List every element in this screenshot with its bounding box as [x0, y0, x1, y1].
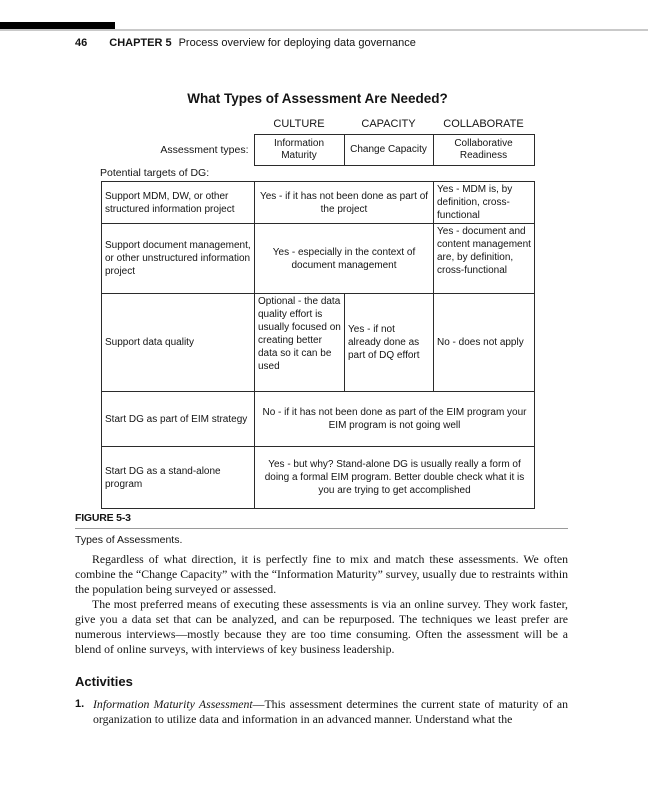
column-group-spacer	[101, 118, 254, 130]
column-group-collaborate: COLLABORATE	[443, 118, 524, 130]
activity-list	[75, 697, 568, 727]
answer-cell-culture: Optional - the data quality effort is usually focused on creating better data so it can be used	[255, 294, 345, 392]
caption-rule	[75, 528, 568, 529]
answer-cell-all: Yes - but why? Stand-alone DG is usually really a form of doing a formal EIM program. Better double check what it is you are trying to get accomplished	[255, 447, 535, 509]
activity-item-number: 1.	[75, 698, 85, 710]
target-cell: Start DG as a stand-alone program	[102, 447, 255, 509]
chapter-label: CHAPTER 5	[109, 37, 172, 49]
table-row-standalone	[102, 447, 535, 509]
activity-item-lead: Information Maturity Assessment	[93, 697, 253, 711]
assessment-type-information-maturity: Information Maturity	[254, 135, 344, 166]
answer-cell-culture-capacity: Yes - if it has not been done as part of the project	[255, 182, 434, 224]
target-cell: Support document management, or other unstructured information project	[102, 224, 255, 294]
assessment-type-collaborative-readiness: Collaborative Readiness	[433, 135, 534, 166]
activity-item-1	[75, 697, 568, 727]
column-group-culture: CULTURE	[273, 118, 325, 130]
answer-cell-collaborate: No - does not apply	[434, 294, 535, 392]
table-row-document-mgmt	[102, 224, 535, 294]
chapter-title: Process overview for deploying data governance	[178, 37, 416, 49]
page-number: 46	[75, 37, 88, 49]
activity-item-text: —This assessment determines the current state of maturity of an organization to utilize data and information in an advanced manner. Understand what the	[93, 697, 569, 726]
activities-heading: Activities	[75, 674, 133, 689]
body-text	[75, 552, 568, 657]
figure-caption-text: Types of Assessments.	[75, 534, 183, 546]
table-row-eim-strategy	[102, 392, 535, 447]
assessment-types-row	[101, 135, 534, 166]
answer-cell-collaborate: Yes - MDM is, by definition, cross-functional	[434, 182, 535, 224]
header-rule	[0, 29, 648, 31]
assessment-types-label: Assessment types:	[160, 143, 249, 156]
body-paragraph-2: The most preferred means of executing these assessments is via an online survey. They work faster, give you a data set that can be analyzed, and can be repurposed. The techniques we least prefer are numerous interviews—mostly because they are too time consuming. Often the assessment will be a blend of online surveys, with interviews of key business leadership.	[75, 597, 568, 656]
assessment-type-change-capacity: Change Capacity	[344, 135, 433, 166]
figure-caption-label: FIGURE 5-3	[75, 512, 131, 524]
answer-cell-collaborate: Yes - document and content management are, by definition, cross-functional	[434, 224, 535, 294]
figure-title: What Types of Assessment Are Needed?	[187, 91, 448, 106]
answer-cell-culture-capacity: Yes - especially in the context of document management	[255, 224, 434, 294]
dg-targets-table	[101, 181, 535, 509]
table-row-mdm	[102, 182, 535, 224]
target-cell: Support MDM, DW, or other structured information project	[102, 182, 255, 224]
body-paragraph-1: Regardless of what direction, it is perfectly fine to mix and match these assessments. We often combine the “Change Capacity” with the “Information Maturity” survey, usually due to restraints within the population being surveyed or assessed.	[75, 552, 568, 596]
targets-label: Potential targets of DG:	[100, 167, 210, 179]
target-cell: Support data quality	[102, 294, 255, 392]
target-cell: Start DG as part of EIM strategy	[102, 392, 255, 447]
table-row-data-quality	[102, 294, 535, 392]
answer-cell-capacity: Yes - if not already done as part of DQ effort	[345, 294, 434, 392]
column-group-labels	[101, 118, 534, 130]
answer-cell-all: No - if it has not been done as part of the EIM program your EIM program is not going well	[255, 392, 535, 447]
running-header	[75, 37, 416, 49]
column-group-capacity: CAPACITY	[361, 118, 416, 130]
assessment-types-table	[101, 134, 535, 166]
